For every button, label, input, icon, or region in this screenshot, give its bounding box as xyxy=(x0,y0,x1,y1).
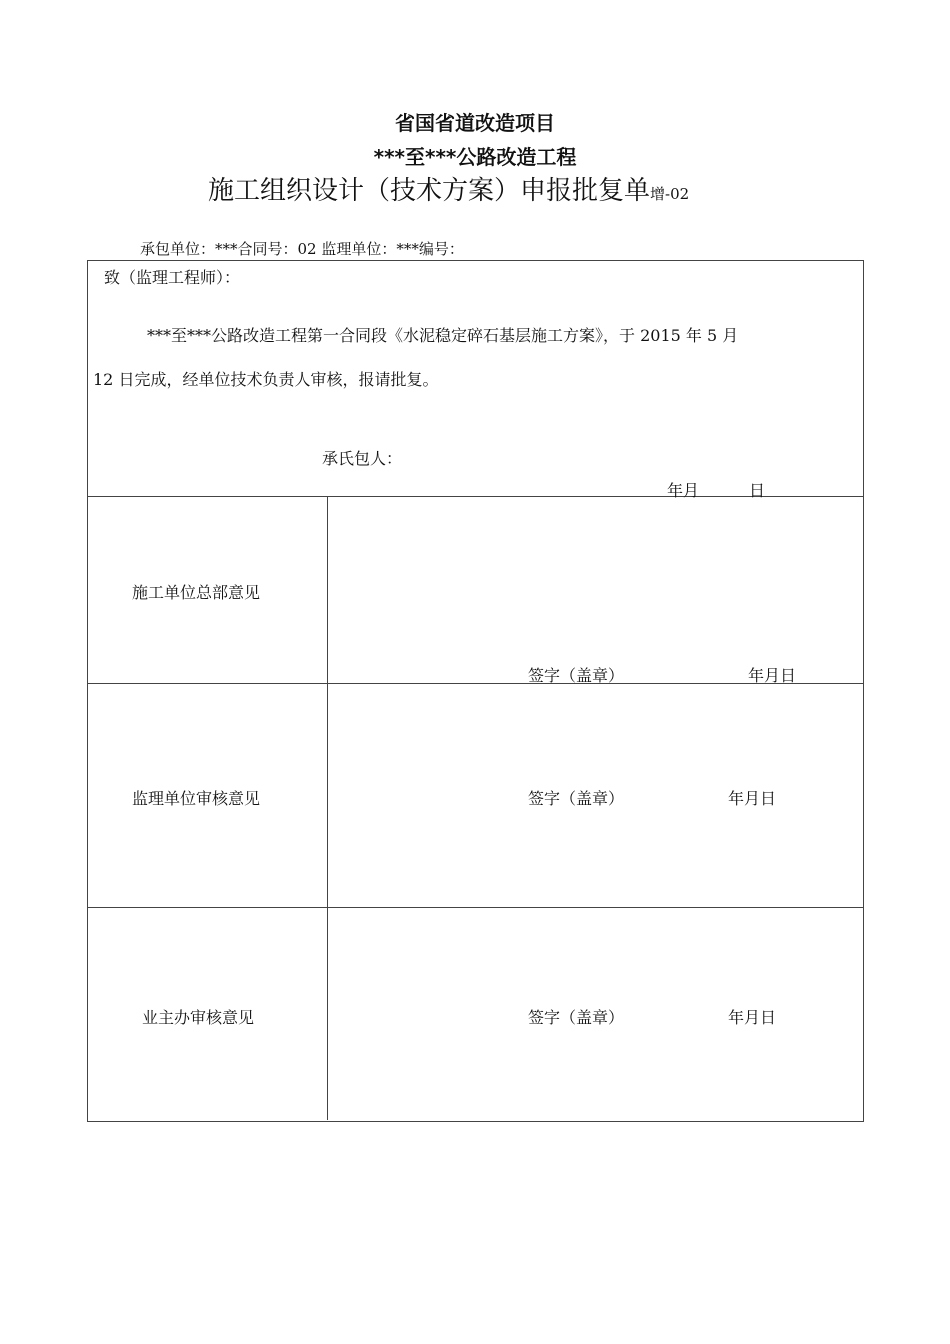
letter-date-year-month: 年月 xyxy=(667,481,700,500)
project-title: 省国省道改造项目 xyxy=(395,111,555,135)
form-title xyxy=(208,170,689,207)
opinion-label: 监理单位审核意见 xyxy=(132,789,261,808)
opinion-label: 施工单位总部意见 xyxy=(132,583,261,602)
contractor-signature-label: 承氏包人： xyxy=(322,449,403,468)
signature-seal-label: 签字（盖章） xyxy=(528,666,625,685)
signature-seal-label: 签字（盖章） xyxy=(528,789,625,808)
row-divider xyxy=(87,683,863,684)
opinion-label: 业主办审核意见 xyxy=(142,1008,255,1027)
signature-seal-label: 签字（盖章） xyxy=(528,1008,625,1027)
row-divider xyxy=(87,496,863,497)
row-divider xyxy=(87,907,863,908)
opinion-date: 年月日 xyxy=(748,666,797,685)
letter-date-day: 日 xyxy=(749,481,766,500)
contract-info-line: 承包单位：***合同号：02 监理单位：***编号： xyxy=(140,240,464,258)
form-number: 增-02 xyxy=(650,185,690,203)
column-divider xyxy=(327,496,328,1120)
opinion-date: 年月日 xyxy=(728,789,777,808)
opinion-date: 年月日 xyxy=(728,1008,777,1027)
addressee: 致（监理工程师）： xyxy=(104,268,241,287)
letter-body-line-1: ***至***公路改造工程第一合同段《水泥稳定碎石基层施工方案》，于 2015 年 5 月 xyxy=(147,326,739,345)
letter-body-line-2: 12 日完成，经单位技术负责人审核，报请批复。 xyxy=(93,370,439,389)
project-subtitle: ***至***公路改造工程 xyxy=(373,145,577,169)
form-title-main: 施工组织设计（技术方案）申报批复单 xyxy=(208,176,651,206)
